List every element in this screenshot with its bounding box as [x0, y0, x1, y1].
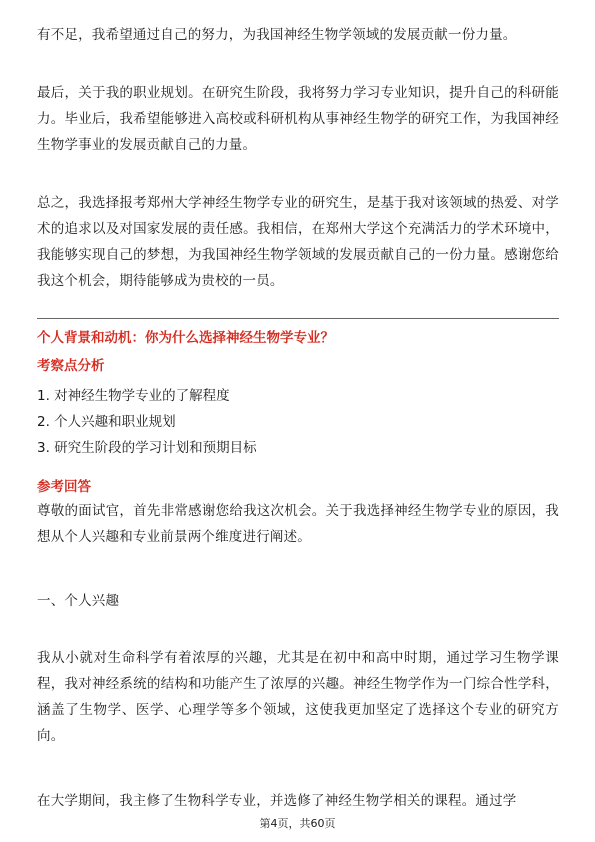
question-title: 个人背景和动机：你为什么选择神经生物学专业？: [37, 330, 334, 346]
page-number: 第4页，共60页: [259, 817, 336, 830]
paragraph-career-plan: 最后，关于我的职业规划。在研究生阶段，我将努力学习专业知识，提升自己的科研能力。毕业后，我希望能够进入高校或科研机构从事神经生物学的研究工作，为我国神经生物学事业的发展贡献自己的力量。: [37, 85, 559, 153]
paragraph-conclusion: 总之，我选择报考郑州大学神经生物学专业的研究生，是基于我对该领域的热爱、对学术的追求以及对国家发展的责任感。我相信，在郑州大学这个充满活力的学术环境中，我能够实现自己的梦想，为我国神经生物学领域的发展贡献自己的一份力量。感谢您给我这个机会，期待能够成为贵校的一员。: [37, 195, 559, 289]
list-item: 3. 研究生阶段的学习计划和预期目标: [37, 440, 257, 456]
list-item: 2. 个人兴趣和职业规划: [37, 414, 176, 430]
answer-label: 参考回答: [37, 479, 91, 495]
answer-paragraph-university: 在大学期间，我主修了生物科学专业，并选修了神经生物学相关的课程。通过学: [37, 793, 517, 809]
analysis-points-list: [37, 383, 257, 461]
answer-paragraph-interest: 我从小就对生命科学有着浓厚的兴趣，尤其是在初中和高中时期，通过学习生物学课程，我对神经系统的结构和功能产生了浓厚的兴趣。神经生物学作为一门综合性学科，涵盖了生物学、医学、心理学等多个领域，这使我更加坚定了选择这个专业的研究方向。: [37, 650, 559, 744]
section-heading: 一、个人兴趣: [37, 593, 120, 609]
paragraph-intro-end: 有不足，我希望通过自己的努力，为我国神经生物学领域的发展贡献一份力量。: [37, 27, 517, 43]
answer-intro: 尊敬的面试官，首先非常感谢您给我这次机会。关于我选择神经生物学专业的原因，我想从个人兴趣和专业前景两个维度进行阐述。: [37, 503, 559, 545]
analysis-label: 考察点分析: [37, 358, 105, 374]
list-item: 1. 对神经生物学专业的了解程度: [37, 388, 230, 404]
section-divider: [37, 318, 559, 319]
